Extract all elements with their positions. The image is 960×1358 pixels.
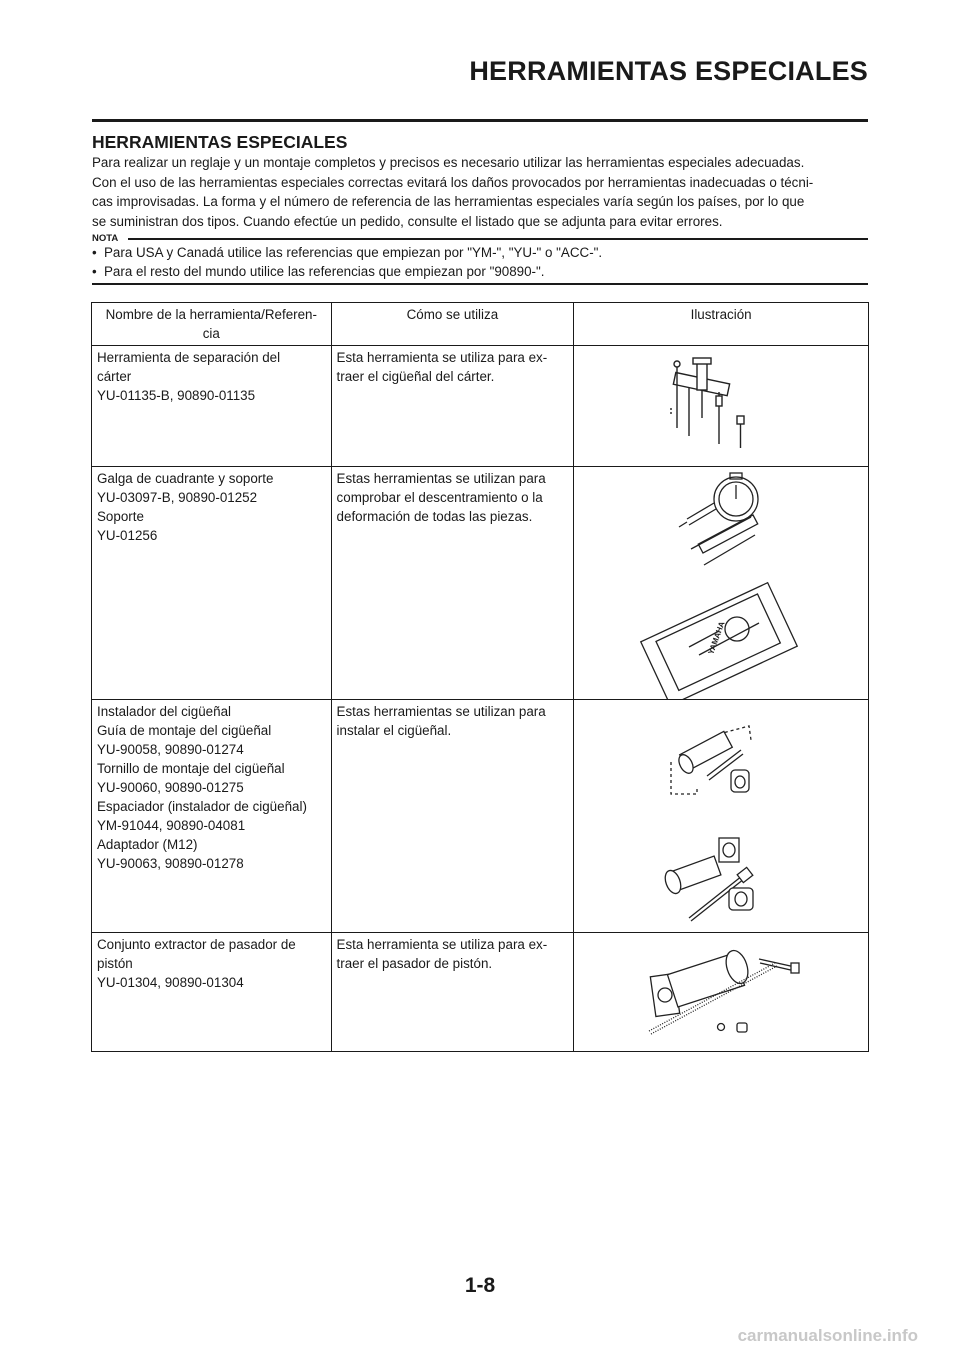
crankcase-separating-tool-icon [579, 348, 870, 466]
header-usage: Cómo se utiliza [331, 303, 574, 346]
nota-list [92, 243, 868, 281]
illustration-cell [574, 700, 869, 933]
intro-line: se suministran dos tipos. Cuando efectúe un pedido, consulte el listado que se adjunta para evitar errores. [92, 213, 723, 229]
bullet-icon: • [92, 264, 97, 279]
bullet-icon: • [92, 245, 97, 260]
tool-usage-cell: Estas herramientas se utilizan para comprobar el descentramiento o la deformación de todas las piezas. [331, 467, 574, 700]
tool-name-cell: Instalador del cigüeñal Guía de montaje del cigüeñal YU-90058, 90890-01274 Tornillo de montaje del cigüeñal YU-90060, 90890-01275 Espaciador (instalador de cigüeñal) YM-91044, 90890-04081 Adaptador (M12) YU-90063, 90890-01278 [92, 700, 332, 933]
table-row [92, 467, 869, 700]
nota-rule-bottom [92, 283, 868, 285]
table-row [92, 700, 869, 933]
illustration-cell [574, 346, 869, 467]
crankshaft-installer-icon [579, 702, 870, 932]
tool-name-cell: Herramienta de separación del cárter YU-01135-B, 90890-01135 [92, 346, 332, 467]
tool-usage-cell: Esta herramienta se utiliza para ex- traer el pasador de pistón. [331, 933, 574, 1052]
brand-label: YAMAHA [706, 620, 727, 656]
table-row [92, 346, 869, 467]
tool-usage-cell: Estas herramientas se utilizan para instalar el cigüeñal. [331, 700, 574, 933]
nota-label: NOTA [92, 233, 122, 244]
nota-item [92, 243, 868, 262]
intro-line: cas improvisadas. La forma y el número de referencia de las herramientas especiales varía según los países, por lo que [92, 194, 805, 209]
nota-item [92, 262, 868, 281]
tool-name-cell: Galga de cuadrante y soporte YU-03097-B, 90890-01252 Soporte YU-01256 [92, 467, 332, 700]
intro-line: Con el uso de las herramientas especiales correctas evitará los daños provocados por herramientas inadecuadas o técni- [92, 174, 814, 190]
tool-name-cell: Conjunto extractor de pasador de pistón YU-01304, 90890-01304 [92, 933, 332, 1052]
table-row [92, 933, 869, 1052]
illustration-cell [574, 467, 869, 700]
piston-pin-puller-icon [579, 935, 870, 1051]
nota-item-text: Para el resto del mundo utilice las referencias que empiezan por "90890-". [104, 264, 545, 279]
page-number: 1-8 [464, 1274, 496, 1297]
header-rule [92, 119, 868, 122]
section-heading: HERRAMIENTAS ESPECIALES [92, 132, 348, 152]
page-header-title: HERRAMIENTAS ESPECIALES [469, 56, 868, 86]
special-tools-table [91, 302, 869, 1052]
nota-rule-top [128, 238, 868, 240]
dial-gauge-and-stand-icon [579, 469, 870, 699]
header-tool-name: Nombre de la herramienta/Referen- cia [92, 303, 332, 346]
table-header-row [92, 303, 869, 346]
tool-usage-cell: Esta herramienta se utiliza para ex- traer el cigüeñal del cárter. [331, 346, 574, 467]
intro-line: Para realizar un reglaje y un montaje completos y precisos es necesario utilizar las herramientas especiales adecuadas. [92, 155, 805, 170]
intro-paragraph [92, 153, 872, 231]
nota-item-text: Para USA y Canadá utilice las referencias que empiezan por "YM-", "YU-" o "ACC-". [104, 245, 603, 260]
watermark: carmanualsonline.info [737, 1326, 918, 1345]
header-illustration: Ilustración [574, 303, 869, 346]
illustration-cell [574, 933, 869, 1052]
